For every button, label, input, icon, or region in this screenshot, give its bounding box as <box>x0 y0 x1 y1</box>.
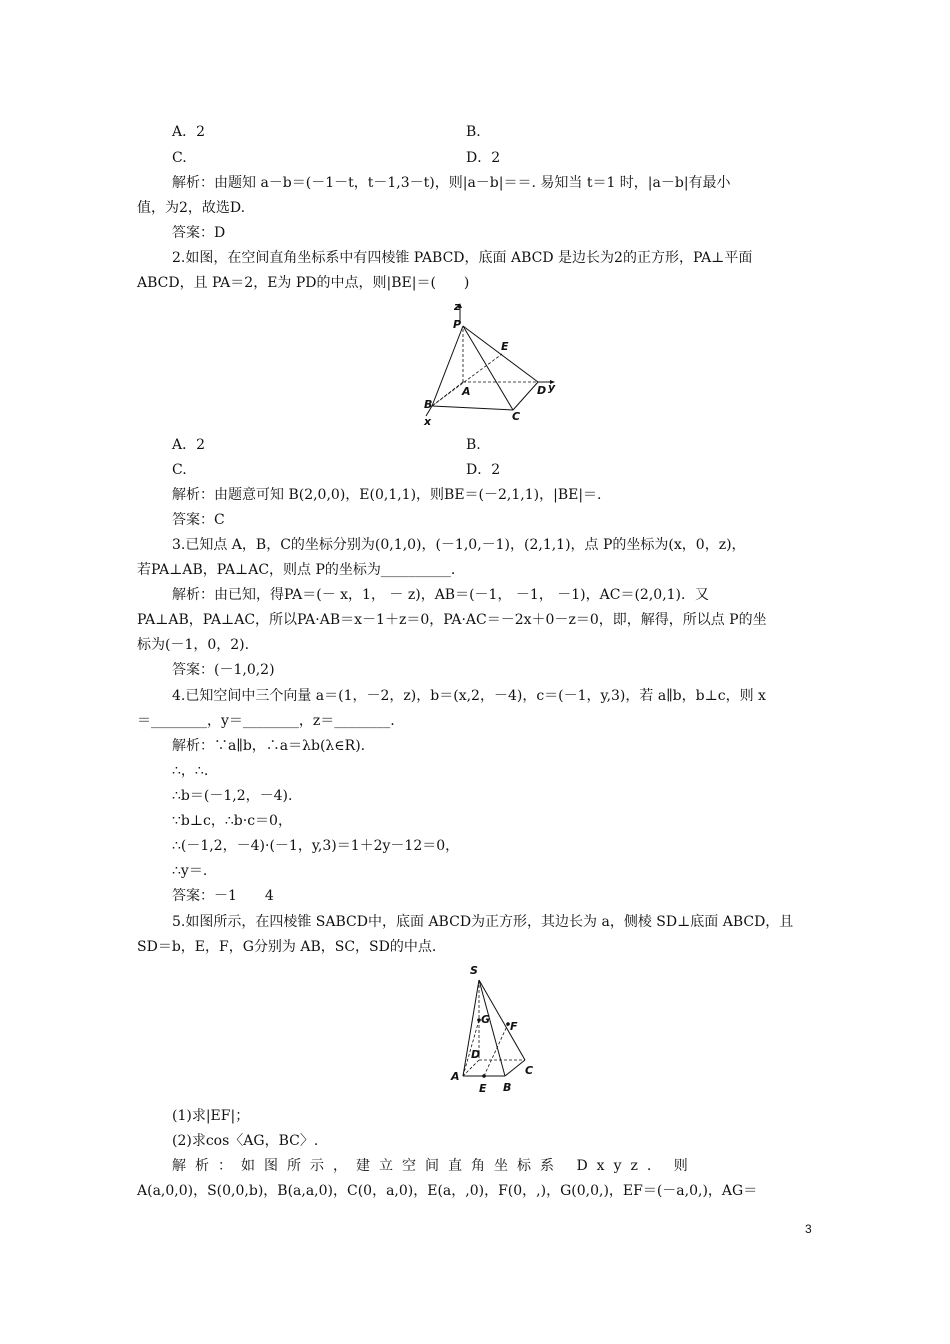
q3-stem-line1: 3.已知点 A，B，C的坐标分别为(0,1,0)，(－1,0,－1)，(2,1,1)，点 P的坐标为(x，0，z)， <box>172 537 746 553</box>
q3-stem-line2: 若PA⊥AB，PA⊥AC，则点 P的坐标为__________. <box>137 562 456 578</box>
q2-option-a: A．2 <box>172 437 206 453</box>
edge-bc <box>432 406 513 410</box>
label-c: C <box>525 1064 534 1077</box>
label-d: D <box>471 1048 481 1061</box>
label-a: A <box>462 385 471 398</box>
q5-pyramid-figure <box>445 960 545 1098</box>
q2-option-d: D．2 <box>466 462 501 478</box>
q3-analysis-line3: 标为(－1，0，2). <box>137 637 250 653</box>
q4-stem-line1: 4.已知空间中三个向量 a＝(1，－2，z)，b＝(x,2，－4)，c＝(－1，y,3)，若 a∥b，b⊥c，则 x <box>172 688 766 704</box>
q1-analysis-line1: 解析：由题知 a－b＝(－1－t，t－1,3－t)，则|a－b|＝＝. 易知当 t＝1 时，|a－b|有最小 <box>172 175 731 191</box>
edge-pd <box>463 326 538 382</box>
q2-pyramid-figure <box>418 298 568 428</box>
label-x: x <box>424 415 432 428</box>
q4-analysis-step3: ∴b＝(－1,2，－4). <box>172 788 293 804</box>
label-e: E <box>479 1082 487 1095</box>
label-d: D <box>537 384 547 397</box>
label-z: z <box>454 300 461 313</box>
label-y: y <box>548 381 556 394</box>
q4-analysis-step1: 解析：∵a∥b，∴a＝λb(λ∈R). <box>172 738 366 754</box>
q1-option-b: B. <box>466 124 481 140</box>
point-e <box>482 1074 486 1078</box>
q1-analysis-line2: 值，为2，故选D. <box>137 200 246 216</box>
q5-stem-line1: 5.如图所示，在四棱锥 SABCD中，底面 ABCD为正方形，其边长为 a，侧棱 SD⊥底面 ABCD，且 <box>172 914 794 930</box>
q4-analysis-step4: ∵b⊥c，∴b·c＝0， <box>172 813 292 829</box>
q5-part2: (2)求cos〈AG，BC〉. <box>172 1133 319 1149</box>
label-c: C <box>512 410 521 423</box>
edge-sa <box>463 980 479 1076</box>
q2-option-b: B. <box>466 437 481 453</box>
q2-option-c: C. <box>172 462 187 478</box>
q4-answer: 答案：－1 4 <box>172 888 274 904</box>
q1-option-d: D．2 <box>466 150 501 166</box>
label-f: F <box>510 1020 518 1033</box>
q5-stem-line2: SD＝b，E，F，G分别为 AB，SC，SD的中点. <box>137 939 437 955</box>
page-number: 3 <box>805 1222 812 1236</box>
label-b: B <box>424 398 433 411</box>
label-a: A <box>451 1070 460 1083</box>
q5-analysis-line1: 解析：如图所示，建立空间直角坐标系 Dxyz. 则 <box>172 1158 697 1174</box>
label-b: B <box>503 1081 512 1094</box>
q3-analysis-line2: PA⊥AB，PA⊥AC，所以PA·AB＝x－1＋z＝0，PA·AC＝－2x＋0－z＝0，即，解得，所以点 P的坐 <box>137 612 767 628</box>
q2-analysis: 解析：由题意可知 B(2,0,0)，E(0,1,1)，则BE＝(－2,1,1)，|BE|＝. <box>172 487 602 503</box>
q5-analysis-line2: A(a,0,0)，S(0,0,b)，B(a,a,0)，C(0，a,0)，E(a，,0)，F(0，,)，G(0,0,)，EF＝(－a,0,)，AG＝ <box>137 1183 758 1199</box>
label-s: S <box>470 964 478 977</box>
q2-stem-line1: 2.如图，在空间直角坐标系中有四棱锥 PABCD，底面 ABCD 是边长为2的正方形，PA⊥平面 <box>172 250 753 266</box>
q4-analysis-step6: ∴y＝. <box>172 863 208 879</box>
q3-answer: 答案：(－1,0,2) <box>172 662 275 678</box>
q1-option-a: A．2 <box>172 124 206 140</box>
q2-stem-line2: ABCD，且 PA＝2，E为 PD的中点，则|BE|＝( ) <box>137 275 470 291</box>
edge-pb <box>432 326 463 406</box>
q1-answer: 答案：D <box>172 225 226 241</box>
q5-part1: (1)求|EF|； <box>172 1108 250 1124</box>
label-p: P <box>453 318 462 331</box>
q2-answer: 答案：C <box>172 512 225 528</box>
q4-stem-line2: ＝________，y＝________，z＝________. <box>137 713 395 729</box>
q1-option-c: C. <box>172 150 187 166</box>
label-g: G <box>481 1013 491 1026</box>
edge-sb <box>479 980 505 1076</box>
segment-ef <box>484 1024 508 1076</box>
edge-cd <box>513 382 538 410</box>
q3-analysis-line1: 解析：由已知，得PA＝(－ x，1， － z)，AB＝(－1， －1， －1)，AC＝(2,0,1)．又 <box>172 587 710 603</box>
q4-analysis-step5: ∴(－1,2，－4)·(－1，y,3)＝1＋2y－12＝0， <box>172 838 460 854</box>
label-e: E <box>501 340 509 353</box>
edge-bc <box>505 1060 525 1076</box>
q4-analysis-step2: ∴，∴. <box>172 763 209 779</box>
